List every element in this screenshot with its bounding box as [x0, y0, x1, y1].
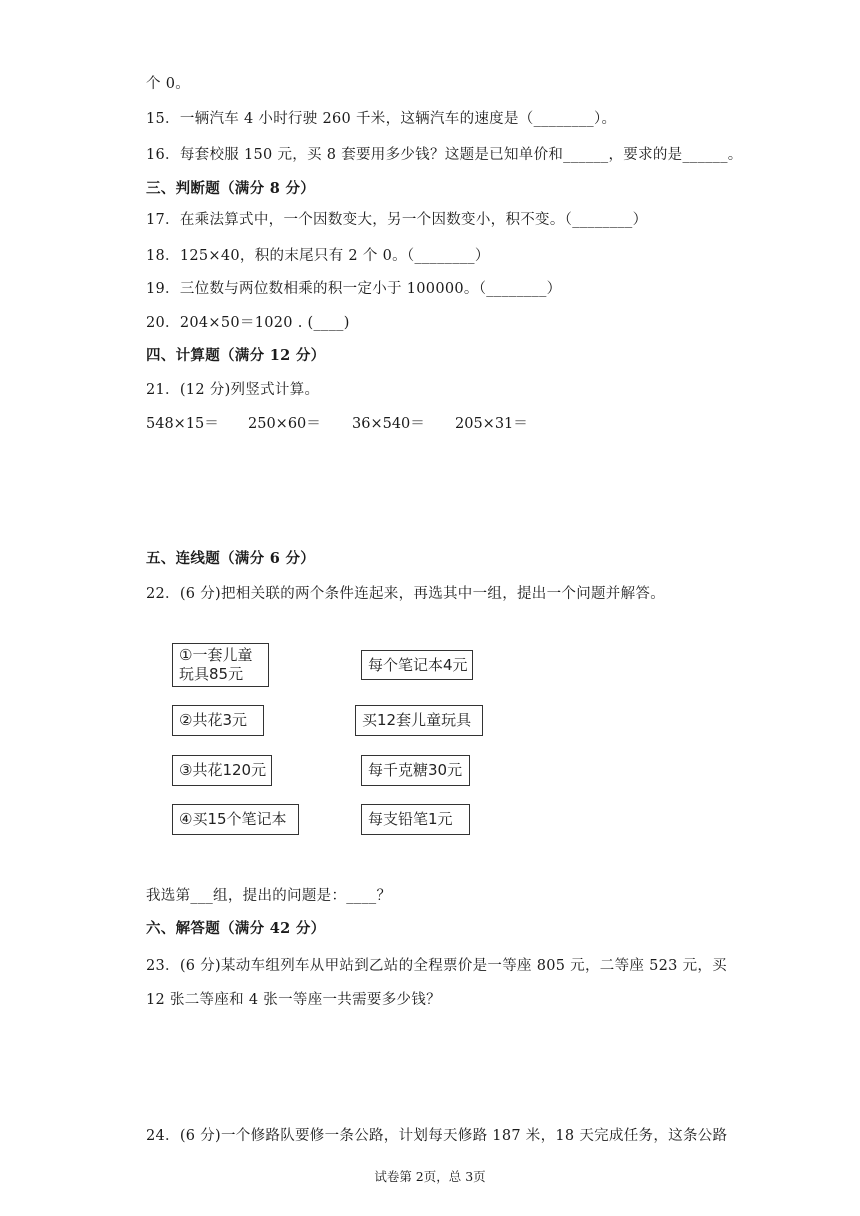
- match-right-box-3[interactable]: 每千克糖30元: [361, 755, 470, 786]
- question-23-line-2: 12 张二等座和 4 张一等座一共需要多少钱？: [146, 992, 441, 1008]
- section-4-heading: 四、计算题（满分 12 分）: [146, 347, 326, 364]
- match-right-box-1[interactable]: 每个笔记本4元: [361, 650, 473, 680]
- page-footer: 试卷第 2页，总 3页: [374, 1169, 486, 1184]
- calc-item-1: 548×15＝: [146, 416, 219, 432]
- section-3-heading: 三、判断题（满分 8 分）: [146, 180, 316, 197]
- match-right-box-4[interactable]: 每支铅笔1元: [361, 804, 470, 835]
- match-left-box-4[interactable]: ④买15个笔记本: [172, 804, 299, 835]
- question-18: 18．125×40，积的末尾只有 2 个 0。（________）: [146, 248, 490, 264]
- question-24: 24．(6 分)一个修路队要修一条公路，计划每天修路 187 米，18 天完成任务，这条公路: [146, 1128, 728, 1144]
- match-left-box-1[interactable]: ①一套儿童 玩具85元: [172, 643, 269, 687]
- question-17: 17．在乘法算式中，一个因数变大，另一个因数变小，积不变。（________）: [146, 212, 648, 228]
- section-6-heading: 六、解答题（满分 42 分）: [146, 920, 326, 937]
- match-right-box-2[interactable]: 买12套儿童玩具: [355, 705, 483, 736]
- question-19: 19．三位数与两位数相乘的积一定小于 100000。（________）: [146, 281, 562, 297]
- question-16: 16．每套校服 150 元，买 8 套要用多少钱？这题是已知单价和______，要求的是______。: [146, 147, 743, 163]
- calc-item-2: 250×60＝: [248, 416, 321, 432]
- section-5-heading: 五、连线题（满分 6 分）: [146, 550, 316, 567]
- calc-item-3: 36×540＝: [352, 416, 425, 432]
- question-21: 21．(12 分)列竖式计算。: [146, 382, 320, 398]
- question-22-answer: 我选第___组，提出的问题是：____？: [146, 888, 392, 904]
- match-left-box-3[interactable]: ③共花120元: [172, 755, 272, 786]
- question-15: 15．一辆汽车 4 小时行驶 260 千米，这辆汽车的速度是（________）。: [146, 111, 617, 127]
- question-22: 22．(6 分)把相关联的两个条件连起来，再选其中一组，提出一个问题并解答。: [146, 586, 665, 602]
- text-line-continuation: 个 0。: [146, 76, 191, 92]
- calc-item-4: 205×31＝: [455, 416, 528, 432]
- question-23-line-1: 23．(6 分)某动车组列车从甲站到乙站的全程票价是一等座 805 元，二等座 523 元，买: [146, 958, 727, 974]
- question-20: 20．204×50＝1020 . (____): [146, 315, 350, 331]
- match-left-box-2[interactable]: ②共花3元: [172, 705, 264, 736]
